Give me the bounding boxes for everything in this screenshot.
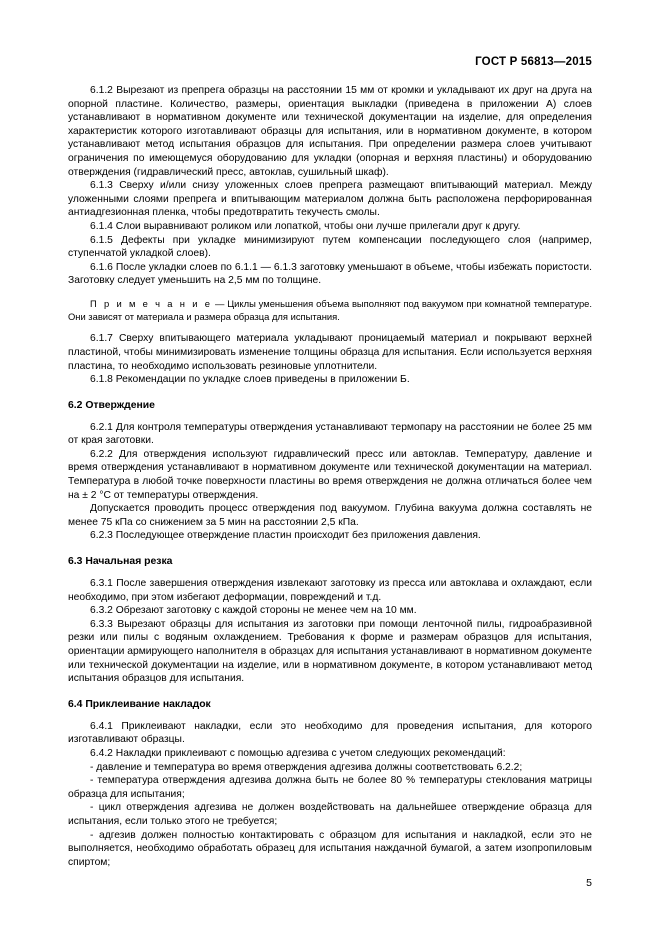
- paragraph-6-3-1: 6.3.1 После завершения отверждения извлекают заготовку из пресса или автоклава и охлаждают, если необходимо, при этом избегают деформации, повреждений и т.д.: [68, 578, 592, 603]
- paragraph-6-4-1: 6.4.1 Приклеивают накладки, если это необходимо для проведения испытания, для которого изготавливают образцы.: [68, 720, 592, 746]
- note-block: [68, 297, 592, 323]
- paragraph-6-1-6: 6.1.6 После укладки слоев по 6.1.1 — 6.1.3 заготовку уменьшают в объеме, чтобы избежать пористости. Заготовку следует уменьшить на 2,5 мм по толщине.: [68, 261, 592, 287]
- paragraph-6-3-3: 6.3.3 Вырезают образцы для испытания из заготовки при помощи ленточной пилы, гидроабразивной резки или пилы с водяным охлаждением. Требования к форме и размерам образцов для испытания, ориентации армирующего наполнителя в образцах для испытания устанавливают в нормативном документе или технической документации на изделие, или в нормативном документе, в котором устанавливают метод испытания образцов для испытания.: [68, 618, 592, 685]
- list-item-adhesive-cycle: - цикл отверждения адгезива не должен воздействовать на дальнейшее отверждение образца для испытания, если только этого не требуется;: [68, 802, 592, 827]
- section-heading-6-3: 6.3 Начальная резка: [68, 556, 173, 568]
- list-item-adhesive-temperature: - температура отверждения адгезива должна быть не более 80 % температуры стеклования матрицы образца для испытания;: [68, 775, 592, 800]
- paragraph-6-1-8: 6.1.8 Рекомендации по укладке слоев приведены в приложении Б.: [90, 374, 410, 386]
- paragraph-6-2-3: 6.2.3 Последующее отверждение пластин происходит без приложения давления.: [90, 530, 481, 542]
- page-number: 5: [586, 877, 592, 889]
- paragraph-6-3-2: 6.3.2 Обрезают заготовку с каждой стороны не менее чем на 10 мм.: [90, 605, 417, 617]
- paragraph-6-1-7: 6.1.7 Сверху впитывающего материала укладывают проницаемый материал и покрывают верхней пластиной, чтобы минимизировать изменение толщины образца для испытания. Если используется верхняя пластина, то необходимо использовать резиновые уплотнители.: [68, 333, 592, 372]
- paragraph-6-2-2: 6.2.2 Для отверждения используют гидравлический пресс или автоклав. Температуру, давление и время отверждения устанавливают в нормативном документе или технической документации на материал. Температура в любой точке поверхности пластины во время отверждения не должна отличаться более чем на ± 2 °С от температуры отверждения.: [68, 448, 592, 501]
- paragraph-6-1-2: 6.1.2 Вырезают из препрега образцы на расстоянии 15 мм от кромки и укладывают их друг на друга на опорной пластине. Количество, размеры, ориентация выкладки (приведена в приложении А) слоев устанавливают в нормативном документе или технической документации на изделие, для определения характеристик которого изготавливают образцы для испытания, или в нормативном документе, в котором устанавливают метод испытания образцов для испытания. При определении размера слоев учитывают ограничения по имеющемуся оборудованию для укладки (опорная и верхняя пластины) и оборудованию отверждения (гидравлический пресс, автоклав, сушильный шкаф).: [68, 85, 592, 178]
- section-heading-6-2: 6.2 Отверждение: [68, 399, 155, 411]
- section-heading-6-4: 6.4 Приклеивание накладок: [68, 698, 211, 710]
- list-item-adhesive-pressure: - давление и температура во время отверждения адгезива должны соответствовать 6.2.2;: [90, 761, 523, 773]
- note-text: — Циклы уменьшения объема выполняют под вакуумом при комнатной температуре. Они зависят от материала и размера образца для испытания.: [68, 297, 592, 323]
- paragraph-6-2-2-note: Допускается проводить процесс отверждения под вакуумом. Глубина вакуума должна составлять не менее 75 кПа со снижением за 5 мин на расстоянии 2,5 кПа.: [68, 503, 592, 528]
- page-content: [68, 56, 592, 869]
- paragraph-6-1-3: 6.1.3 Сверху и/или снизу уложенных слоев препрега размещают впитывающий материал. Между уложенными слоями препрега и впитывающим материалом должна быть расположена перфорированная антиадгезионная пленка, чтобы предотвратить текучесть смолы.: [68, 180, 592, 219]
- paragraph-6-1-4: 6.1.4 Слои выравнивают роликом или лопаткой, чтобы они лучше прилегали друг к другу.: [90, 220, 521, 232]
- note-label: П р и м е ч а н и е: [90, 297, 213, 309]
- paragraph-6-2-1: 6.2.1 Для контроля температуры отверждения устанавливают термопару на расстоянии не более 25 мм от края заготовки.: [68, 421, 592, 447]
- list-item-adhesive-contact: - адгезив должен полностью контактировать с образцом для испытания и накладкой, если это не выполняется, необходимо обработать образец для испытания наждачной бумагой, а затем изопропиловым спиртом;: [68, 829, 592, 868]
- paragraph-6-1-5: 6.1.5 Дефекты при укладке минимизируют путем компенсации последующего слоя (например, ступенчатой укладкой слоев).: [68, 234, 592, 260]
- page-header: ГОСТ Р 56813—2015: [475, 56, 592, 68]
- paragraph-6-4-2: 6.4.2 Накладки приклеивают с помощью адгезива с учетом следующих рекомендаций:: [90, 747, 506, 759]
